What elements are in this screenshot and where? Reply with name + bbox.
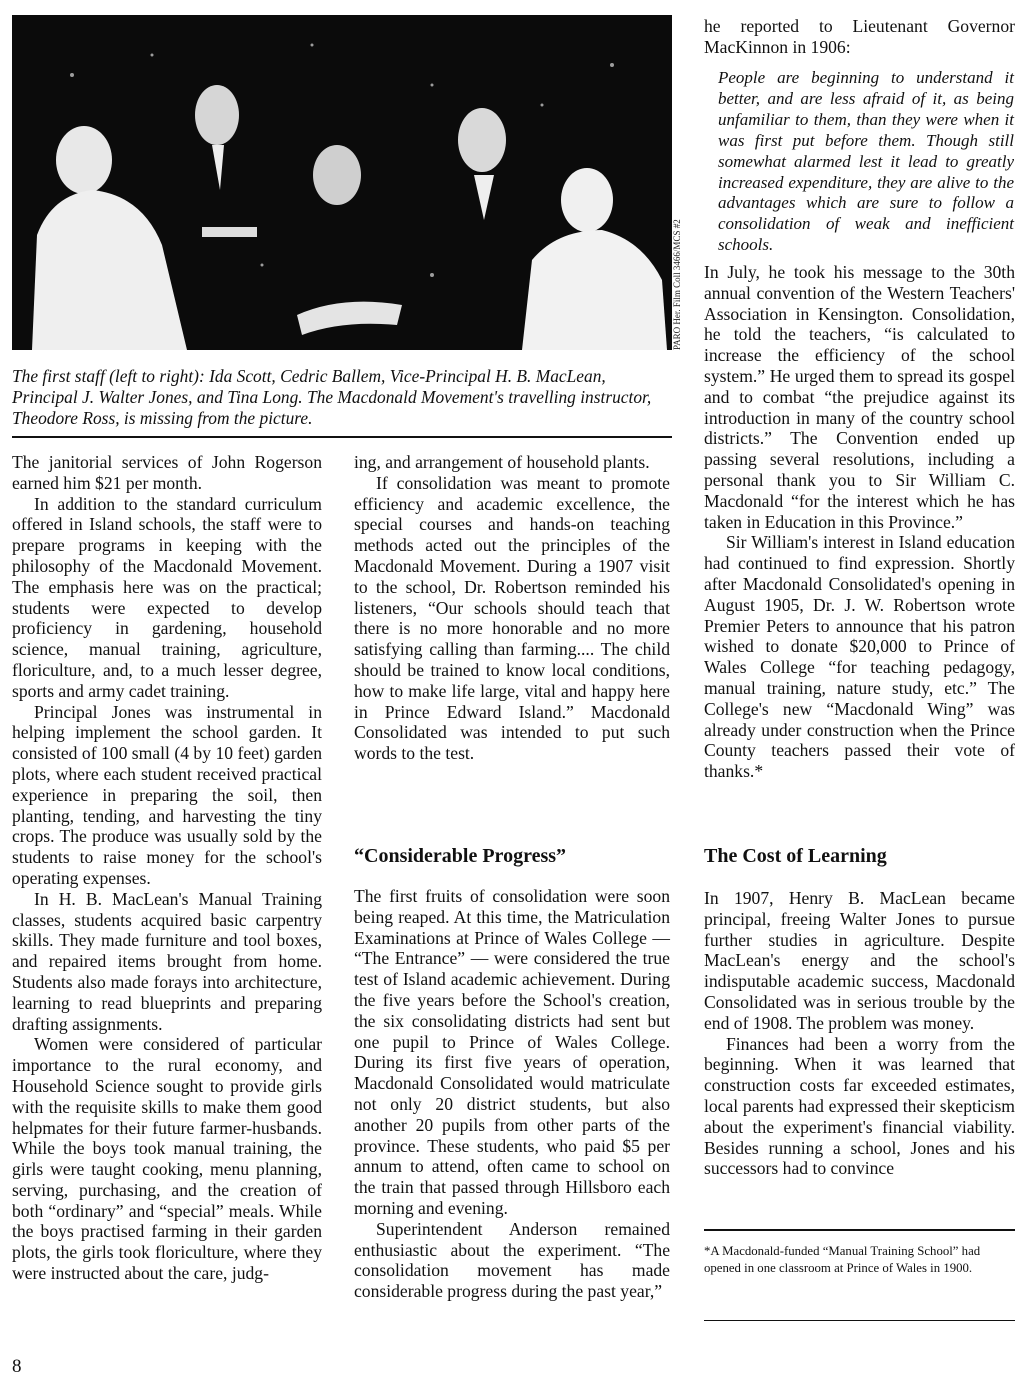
paragraph: The first fruits of consolidation were soon being reaped. At this time, the Matriculation Examinations at Prince of Wales College — “The Entrance” — were considered the true test of Island academic achievement. During the five years before the School's creation, the six consolidating districts had sent but one pupil to Prince of Wales College. During its first five years of operation, Macdonald Consolidated would matriculate not only 20 district students, but also another 20 pupils from other parts of the province. These students, who paid $5 per annum to attend, often came to school on the train that passed through Hillsboro each morning and evening. [354, 886, 670, 1218]
caption-divider [12, 436, 672, 438]
paragraph: Finances had been a worry from the beginning. When it was learned that construction costs far exceeded estimates, local parents had expressed their skepticism about the experiment's financial viability. Besides running a school, Jones and his successors had to convince [704, 1033, 1015, 1179]
page-number: 8 [12, 1356, 22, 1377]
paragraph: Sir William's interest in Island education had continued to find expression. Shortly after Macdonald Consolidated's opening in August 1905, Dr. J. W. Robertson wrote Premier Peters to announce that his patron wished to donate $20,000 to Prince of Wales College “for teaching pedagogy, manual training, nature study, etc.” The College's new “Macdonald Wing” was already under construction when the Prince County teachers passed their vote of thanks.* [704, 532, 1015, 782]
paragraph: In H. B. MacLean's Manual Training classes, students acquired basic carpentry skills. They made furniture and tool boxes, and repaired items brought from home. Students also made forays into architecture, learning to read blueprints and preparing drafting assignments. [12, 888, 322, 1034]
section-heading-considerable-progress: “Considerable Progress” [354, 845, 567, 867]
paragraph: he reported to Lieutenant Governor MacKinnon in 1906: [704, 16, 1015, 57]
paragraph: The janitorial services of John Rogerson earned him $21 per month. [12, 452, 322, 493]
column-3-intro [704, 16, 1015, 58]
column-3 [704, 262, 1015, 782]
photo-caption: The first staff (left to right): Ida Scott, Cedric Ballem, Vice-Principal H. B. MacLean, Principal J. Walter Jones, and Tina Long. The Macdonald Movement's travelling instructor, Theodore Ross, is missing from the picture. [12, 366, 652, 428]
column-3-section [704, 888, 1015, 1179]
section-heading-cost-of-learning: The Cost of Learning [704, 845, 887, 867]
column-2-section [354, 886, 670, 1302]
bottom-divider [704, 1320, 1015, 1321]
paragraph: In addition to the standard curriculum offered in Island schools, the staff were to prepare programs in keeping with the philosophy of the Macdonald Movement. The emphasis here was on the practical; students were expected to develop proficiency in gardening, household science, manual training, agriculture, floriculture, and, to a much lesser degree, sports and army cadet training. [12, 493, 322, 701]
column-2 [354, 452, 670, 764]
footnote: *A Macdonald-funded “Manual Training School” had opened in one classroom at Prince of Wales in 1900. [704, 1244, 981, 1275]
paragraph: Principal Jones was instrumental in helping implement the school garden. It consisted of 100 small (4 by 10 feet) garden plots, where each student received practical experience in preparing the soil, then planting, tending, and harvesting the tiny crops. The produce was usually sold by the students to raise money for the school's operating expenses. [12, 701, 322, 888]
footnote-divider [704, 1229, 1015, 1231]
photo-credit: PARO Her. Film Coll 3466/MCS #2 [672, 219, 682, 350]
paragraph: If consolidation was meant to promote efficiency and academic excellence, the special courses and hands-on teaching methods acted out the principles of the Macdonald Movement. During a 1907 visit to the school, Dr. Robertson reminded his listeners, “Our schools should teach that there is no more honorable and no more satisfying calling than farming.... The child should be trained to know local conditions, how to make life large, vital and happy here in Prince Edward Island.” Macdonald Consolidated was intended to put such words to the test. [354, 472, 670, 764]
paragraph: ing, and arrangement of household plants. [354, 452, 650, 472]
paragraph: Superintendent Anderson remained enthusiastic about the experiment. “The consolidation movement has made considerable progress during the past year,” [354, 1218, 670, 1302]
block-quote: People are beginning to understand it better, and are less afraid of it, as being unfamiliar to them, than they were when it was first put before them. Though still somewhat alarmed lest it lead to greatly increased expenditure, they are alive to the advantages which are sure to follow a consolidation of weak and inefficient schools. [718, 68, 1014, 255]
paragraph: In July, he took his message to the 30th annual convention of the Western Teachers' Association in Kensington. Consolidation, he told the teachers, “is calculated to increase the efficiency of the school system.” He urged them to spread its gospel and to combat “the prejudice against its introduction in many of the country school districts.” The Convention ended up passing several resolutions, including a personal thank you to Sir William C. Macdonald “for the interest which he has taken in Education in this Province.” [704, 262, 1015, 532]
paragraph: In 1907, Henry B. MacLean became principal, freeing Walter Jones to pursue further studies in agriculture. Despite MacLean's energy and the school's indisputable academic success, Macdonald Consolidated was in serious trouble by the end of 1908. The problem was money. [704, 888, 1015, 1033]
column-1 [12, 452, 322, 1284]
paragraph: Women were considered of particular importance to the rural economy, and Household Science sought to provide girls with the requisite skills to make them good helpmates for their future farmer-husbands. While the boys took manual training, the girls were taught cooking, menu planning, serving, purchasing, and the creation of both “ordinary” and “special” meals. While the boys practised farming in their garden plots, the girls took floriculture, where they were instructed about the care, judg- [12, 1034, 322, 1284]
staff-photograph [12, 15, 672, 350]
photo-illustration [12, 15, 672, 350]
